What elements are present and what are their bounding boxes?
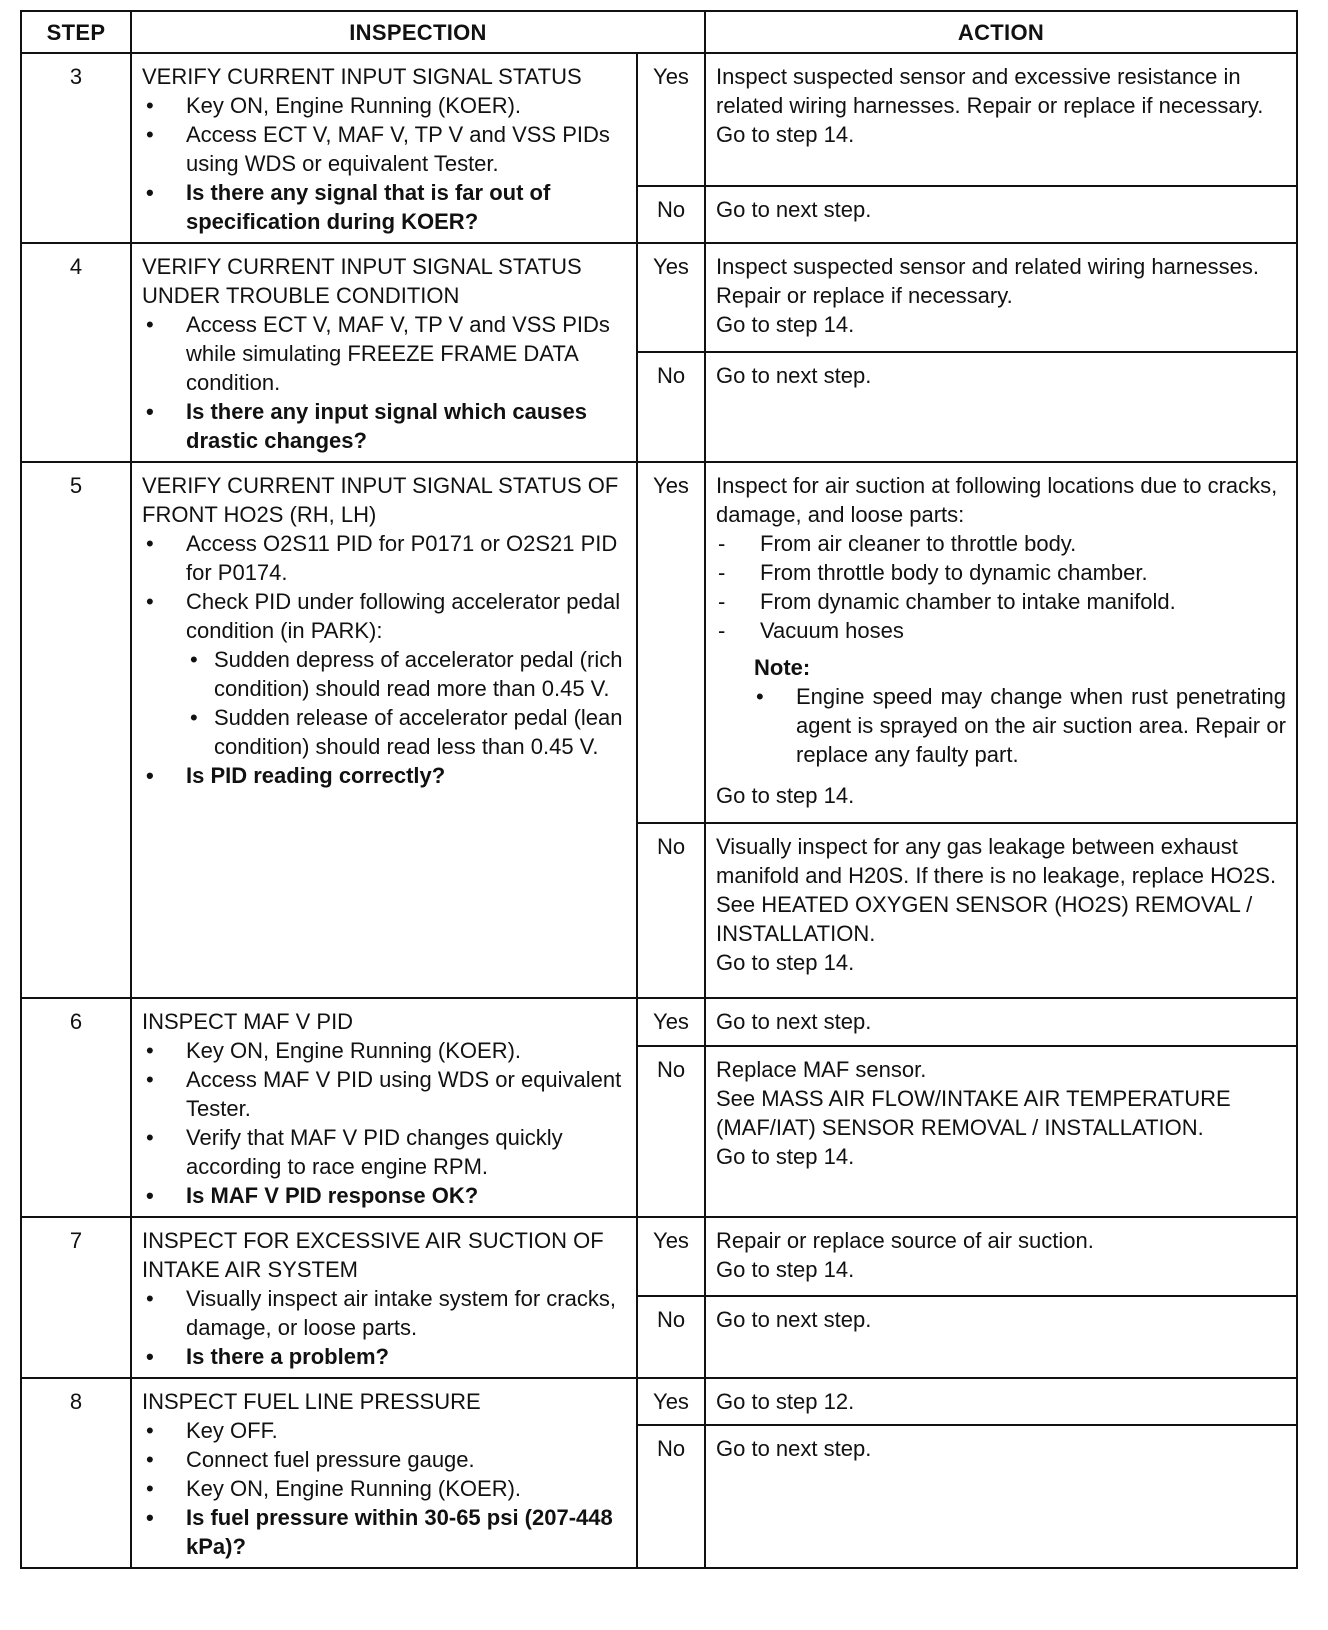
no-label: No: [637, 352, 705, 462]
inspection-title: INSPECT FUEL LINE PRESSURE: [142, 1389, 481, 1414]
yes-action-cell: [705, 1378, 1297, 1425]
action-text: Go to next step.: [716, 362, 872, 388]
inspection-question: • Is PID reading correctly?: [142, 761, 626, 790]
inspection-bullet: • Access MAF V PID using WDS or equivalent Tester.: [142, 1065, 626, 1123]
inspection-bullet: • Key ON, Engine Running (KOER).: [142, 91, 626, 120]
step-7-yes-row: [21, 1217, 1297, 1296]
inspection-title: VERIFY CURRENT INPUT SIGNAL STATUS UNDER TROUBLE CONDITION: [142, 254, 582, 308]
action-text: Repair or replace source of air suction.: [716, 1228, 1094, 1253]
inspection-cell: [131, 998, 637, 1217]
action-text: Inspect suspected sensor and excessive resistance in related wiring harnesses. Repair or replace if necessary.: [716, 64, 1264, 118]
header-row: [21, 11, 1297, 53]
step-5-yes-row: [21, 462, 1297, 823]
no-label: No: [637, 1425, 705, 1568]
inspection-question: • Is there any input signal which causes drastic changes?: [142, 397, 626, 455]
inspection-bullet: • Key ON, Engine Running (KOER).: [142, 1474, 626, 1503]
goto-text: Go to step 14.: [716, 1257, 855, 1282]
location-item: - From air cleaner to throttle body.: [716, 529, 1286, 558]
diagnostic-table: [20, 10, 1298, 1569]
goto-text: Go to step 14.: [716, 1143, 855, 1169]
yes-label: Yes: [637, 243, 705, 352]
note-label: Note:: [754, 655, 811, 680]
inspection-bullet: • Key ON, Engine Running (KOER).: [142, 1036, 626, 1065]
inspection-title: INSPECT MAF V PID: [142, 1009, 354, 1034]
inspection-bullet: • Check PID under following accelerator pedal condition (in PARK):: [142, 587, 626, 645]
goto-text: Go to step 14.: [716, 122, 855, 147]
action-text: Go to next step.: [716, 1306, 872, 1332]
header-inspection: INSPECTION: [131, 11, 705, 53]
no-label: No: [637, 186, 705, 243]
location-item: - From throttle body to dynamic chamber.: [716, 558, 1286, 587]
inspection-question: • Is MAF V PID response OK?: [142, 1181, 626, 1210]
location-item: - Vacuum hoses: [716, 616, 1286, 645]
note-text: • Engine speed may change when rust penetrating agent is sprayed on the air suction area. Repair or replace any faulty part.: [716, 682, 1286, 769]
inspection-cell: [131, 1378, 637, 1568]
inspection-bullet: • Visually inspect air intake system for cracks, damage, or loose parts.: [142, 1284, 626, 1342]
header-action: ACTION: [705, 11, 1297, 53]
location-item: - From dynamic chamber to intake manifold.: [716, 587, 1286, 616]
reference-text: See MASS AIR FLOW/INTAKE AIR TEMPERATURE (MAF/IAT) SENSOR REMOVAL / INSTALLATION.: [716, 1085, 1231, 1140]
inspection-bullet: • Verify that MAF V PID changes quickly according to race engine RPM.: [142, 1123, 626, 1181]
no-action-cell: [705, 186, 1297, 243]
step-4-yes-row: [21, 243, 1297, 352]
reference-text: See HEATED OXYGEN SENSOR (HO2S) REMOVAL / INSTALLATION.: [716, 892, 1253, 946]
inspection-bullet: • Key OFF.: [142, 1416, 626, 1445]
inspection-cell: [131, 53, 637, 243]
yes-action-cell: [705, 1217, 1297, 1296]
inspection-bullet: • Access ECT V, MAF V, TP V and VSS PIDs while simulating FREEZE FRAME DATA condition.: [142, 310, 626, 397]
no-label: No: [637, 823, 705, 998]
no-action-cell: [705, 1296, 1297, 1378]
step-3-yes-row: [21, 53, 1297, 186]
yes-action-cell: [705, 243, 1297, 352]
inspection-title: INSPECT FOR EXCESSIVE AIR SUCTION OF INTAKE AIR SYSTEM: [142, 1228, 604, 1282]
action-text: Go to step 12.: [716, 1389, 855, 1414]
goto-text: Go to step 14.: [716, 783, 855, 808]
inspection-subbullet: • Sudden depress of accelerator pedal (rich condition) should read more than 0.45 V.: [142, 645, 626, 703]
inspection-question: • Is there any signal that is far out of specification during KOER?: [142, 178, 626, 236]
no-action-cell: [705, 1046, 1297, 1217]
inspection-question: • Is there a problem?: [142, 1342, 626, 1371]
inspection-title: VERIFY CURRENT INPUT SIGNAL STATUS OF FRONT HO2S (RH, LH): [142, 473, 619, 527]
step-number: 5: [21, 462, 131, 998]
step-6-yes-row: [21, 998, 1297, 1046]
action-text: Visually inspect for any gas leakage between exhaust manifold and H20S. If there is no leakage, replace HO2S.: [716, 834, 1277, 888]
yes-action-cell: [705, 53, 1297, 186]
inspection-cell: [131, 243, 637, 462]
action-text: Go to next step.: [716, 1009, 872, 1034]
inspection-question: • Is fuel pressure within 30-65 psi (207-448 kPa)?: [142, 1503, 626, 1561]
step-number: 7: [21, 1217, 131, 1378]
inspection-cell: [131, 1217, 637, 1378]
inspection-cell: [131, 462, 637, 998]
step-8-yes-row: [21, 1378, 1297, 1425]
yes-label: Yes: [637, 53, 705, 186]
inspection-bullet: • Access ECT V, MAF V, TP V and VSS PIDs using WDS or equivalent Tester.: [142, 120, 626, 178]
action-text: Replace MAF sensor.: [716, 1056, 927, 1082]
step-number: 3: [21, 53, 131, 243]
inspection-title: VERIFY CURRENT INPUT SIGNAL STATUS: [142, 64, 582, 89]
yes-label: Yes: [637, 998, 705, 1046]
diagnostic-procedure-page: [20, 10, 1296, 1569]
action-text: Go to next step.: [716, 196, 872, 222]
no-action-cell: [705, 1425, 1297, 1568]
goto-text: Go to step 14.: [716, 312, 855, 337]
goto-text: Go to step 14.: [716, 950, 855, 975]
inspection-bullet: • Access O2S11 PID for P0171 or O2S21 PID for P0174.: [142, 529, 626, 587]
no-action-cell: [705, 352, 1297, 462]
inspection-subbullet: • Sudden release of accelerator pedal (lean condition) should read less than 0.45 V.: [142, 703, 626, 761]
step-number: 6: [21, 998, 131, 1217]
inspection-bullet: • Connect fuel pressure gauge.: [142, 1445, 626, 1474]
no-label: No: [637, 1046, 705, 1217]
action-text: Go to next step.: [716, 1436, 872, 1462]
yes-label: Yes: [637, 1217, 705, 1296]
action-text: Inspect suspected sensor and related wiring harnesses. Repair or replace if necessary.: [716, 254, 1259, 308]
step-number: 4: [21, 243, 131, 462]
yes-action-cell: [705, 462, 1297, 823]
no-label: No: [637, 1296, 705, 1378]
yes-action-cell: [705, 998, 1297, 1046]
no-action-cell: [705, 823, 1297, 998]
action-text: Inspect for air suction at following locations due to cracks, damage, and loose parts:: [716, 473, 1278, 527]
header-step: STEP: [21, 11, 131, 53]
yes-label: Yes: [637, 462, 705, 823]
yes-label: Yes: [637, 1378, 705, 1425]
step-number: 8: [21, 1378, 131, 1568]
